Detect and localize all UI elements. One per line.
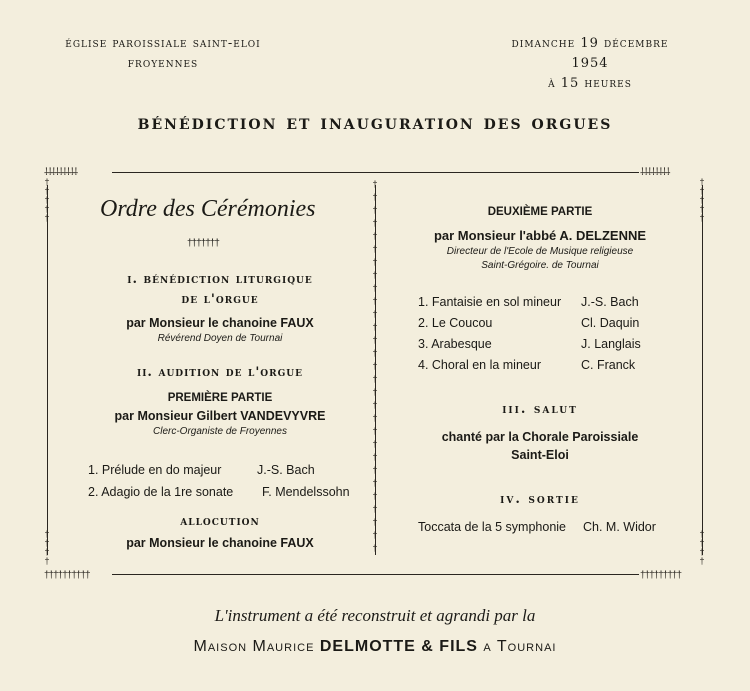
- organ-builder: [0, 638, 750, 656]
- frame-ornament-bottom-left: ††††††††††: [44, 570, 90, 581]
- part1-piece-2-title: 2. Adagio de la 1re sonate: [88, 485, 234, 499]
- allocution-title: allocution: [180, 514, 260, 529]
- church-town: froyennes: [127, 56, 199, 71]
- organ-builder-name: DELMOTTE & FILS: [319, 638, 478, 655]
- part2-piece-1-title: 1. Fantaisie en sol mineur: [418, 295, 562, 309]
- part2-piece-3-composer: J. Langlais: [581, 337, 641, 351]
- part2-piece-2-composer: Cl. Daquin: [581, 316, 640, 330]
- section3-choir-line1: chanté par la Chorale Paroissiale: [441, 430, 639, 444]
- part1-piece-2-composer: F. Mendelssohn: [262, 485, 350, 499]
- part2-label: DEUXIÈME PARTIE: [487, 206, 593, 218]
- part1-label: PREMIÈRE PARTIE: [167, 392, 273, 404]
- section-audition: [80, 363, 360, 439]
- section-allocution: [80, 512, 360, 552]
- ceremony-order-heading: Ordre des Cérémonies: [100, 196, 316, 222]
- allocution-speaker: par Monsieur le chanoine FAUX: [126, 536, 314, 550]
- part2-piece-3-title: 3. Arabesque: [418, 337, 492, 351]
- page-title: bénédiction et inauguration des orgues: [137, 110, 613, 134]
- event-date: dimanche 19 décembre 1954: [511, 36, 669, 71]
- section4-title: iv. sortie: [500, 492, 580, 507]
- section1-officiant: par Monsieur le chanoine FAUX: [126, 316, 314, 330]
- part2-role-line2: Saint-Grégoire. de Tournai: [481, 260, 599, 271]
- organ-builder-prefix: Maison Maurice: [193, 638, 320, 655]
- section2-title: ii. audition de l'orgue: [136, 365, 304, 380]
- frame-ornament-bottom-right: †††††††††: [640, 570, 682, 581]
- sortie-piece-composer: Ch. M. Widor: [583, 520, 656, 534]
- frame-ornament-right-top: † † † † †: [699, 177, 705, 223]
- section-benediction: [80, 270, 360, 346]
- part2-piece-4-composer: C. Franck: [581, 358, 636, 372]
- frame-ornament-top-left: ⸸⸸⸸⸸⸸⸸⸸⸸⸸: [44, 167, 78, 178]
- part2-piece-1-composer: J.-S. Bach: [581, 295, 639, 309]
- church-name: église paroissiale saint-eloi: [65, 36, 261, 51]
- church-name-block: [48, 34, 278, 74]
- heading-ornament: †††††††: [187, 238, 219, 249]
- section-salut: [390, 400, 690, 464]
- part2-block: [390, 203, 690, 273]
- section3-choir-line2: Saint-Eloi: [511, 448, 569, 462]
- part2-organist: par Monsieur l'abbé A. DELZENNE: [433, 228, 647, 243]
- frame-ornament-right-bottom: † † † †: [699, 529, 705, 566]
- section1-title-line1: i. bénédiction liturgique: [127, 272, 313, 287]
- sortie-piece-title: Toccata de la 5 symphonie: [418, 520, 567, 534]
- event-date-block: [500, 34, 680, 94]
- organ-builder-suffix: a Tournai: [477, 638, 557, 655]
- part1-organist: par Monsieur Gilbert VANDEVYVRE: [114, 409, 326, 423]
- restoration-note: L'instrument a été reconstruit et agrandi par la: [214, 606, 536, 625]
- part1-organist-role: Clerc-Organiste de Froyennes: [153, 426, 287, 437]
- part2-piece-4-title: 4. Choral en la mineur: [418, 358, 541, 372]
- frame-top-rule: [112, 172, 639, 173]
- frame-right-rule: [702, 185, 703, 555]
- frame-ornament-left-bottom: † † † †: [44, 529, 50, 566]
- frame-bottom-rule: [112, 574, 639, 575]
- frame-left-rule: [47, 185, 48, 555]
- section1-title-line2: de l'orgue: [181, 292, 259, 307]
- frame-ornament-left-top: † † † † †: [44, 177, 50, 223]
- frame-ornament-center: † † † † † † † † † † † † † † † † † † † † † † † † † † † † †: [372, 179, 378, 553]
- section-sortie: [390, 490, 690, 510]
- part2-piece-2-title: 2. Le Coucou: [418, 316, 493, 330]
- part1-piece-1-composer: J.-S. Bach: [257, 463, 315, 477]
- event-time: à 15 heures: [548, 76, 632, 91]
- section3-title: iii. salut: [502, 402, 578, 417]
- section1-officiant-role: Révérend Doyen de Tournai: [157, 333, 283, 344]
- part1-piece-1-title: 1. Prélude en do majeur: [88, 463, 222, 477]
- part2-role-line1: Directeur de l'Ecole de Musique religieuse: [446, 246, 634, 257]
- frame-ornament-top-right: ⸸⸸⸸⸸⸸⸸⸸⸸: [640, 167, 670, 178]
